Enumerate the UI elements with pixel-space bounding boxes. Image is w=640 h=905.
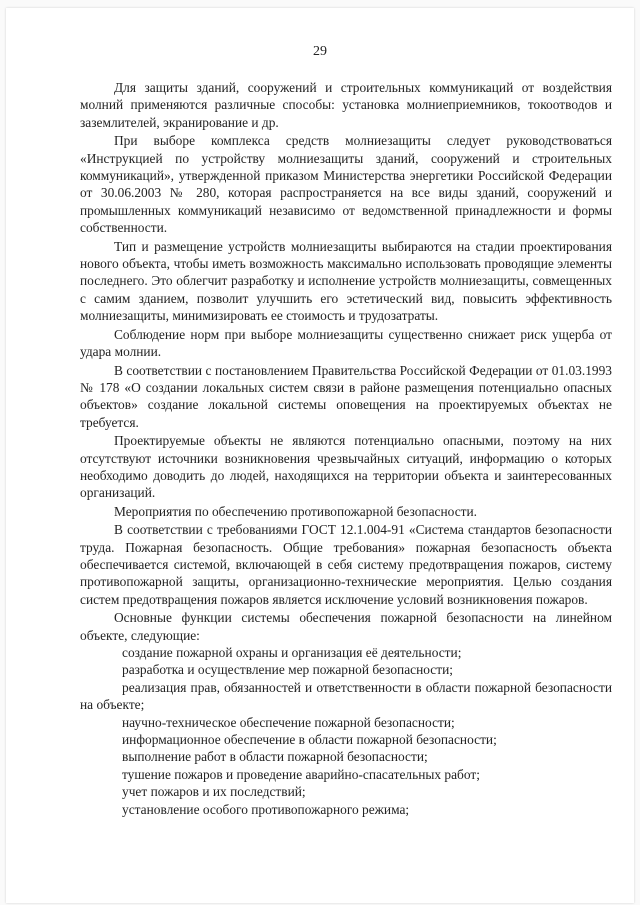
paragraph: При выборе комплекса средств молниезащиты следует руководствоваться «Инструкцией по устройству молниезащиты зданий, сооружений и строительных коммуникаций», утвержденной приказом Министерства энергетики Российской Федерации от 30.06.2003 № 280, которая распространяется на все виды зданий, сооружений и промышленных коммуникаций независимо от ведомственной принадлежности и формы собственности. (80, 133, 612, 236)
paragraph: Для защиты зданий, сооружений и строительных коммуникаций от воздействия молний применяются различные способы: установка молниеприемников, токоотводов и заземлителей, экранирование и др. (80, 80, 612, 130)
page-body (80, 79, 612, 818)
paragraph: В соответствии с требованиями ГОСТ 12.1.004-91 «Система стандартов безопасности труда. Пожарная безопасность. Общие требования» пожарная безопасность объекта обеспечивается системой, включающей в себя систему предотвращения пожаров, систему противопожарной защиты, организационно-технические мероприятия. Целью создания систем предотвращения пожаров является исключение условий возникновения пожаров. (80, 522, 612, 607)
list-item: разработка и осуществление мер пожарной безопасности; (122, 662, 453, 678)
list-item: выполнение работ в области пожарной безопасности; (122, 749, 428, 765)
list-item: установление особого противопожарного режима; (122, 801, 410, 817)
list-item: создание пожарной охраны и организация её деятельности; (122, 645, 462, 660)
list-item: научно-техническое обеспечение пожарной безопасности; (122, 714, 455, 730)
paragraph: В соответствии с постановлением Правительства Российской Федерации от 01.03.1993 № 178 «О создании локальных систем связи в районе размещения потенциально опасных объектов» создание локальной системы оповещения на проектируемых объектах не требуется. (80, 362, 612, 430)
page-number: 29 (313, 44, 327, 59)
paragraph: Тип и размещение устройств молниезащиты выбираются на стадии проектирования нового объекта, чтобы иметь возможность максимально использовать проводящие элементы последнего. Это облегчит разработку и исполнение устройств молниезащиты, совмещенных с самим зданием, позволит улучшить его эстетический вид, повысить эффективность молниезащиты, минимизировать ее стоимость и трудозатраты. (80, 238, 612, 324)
paragraph: Соблюдение норм при выборе молниезащиты существенно снижает риск ущерба от удара молнии. (80, 326, 612, 360)
paragraph: Основные функции системы обеспечения пожарной безопасности на линейном объекте, следующие: (80, 610, 612, 643)
list-item: реализация прав, обязанностей и ответственности в области пожарной безопасности на объекте; (80, 679, 612, 713)
list-item: тушение пожаров и проведение аварийно-спасательных работ; (122, 766, 480, 782)
list-item: информационное обеспечение в области пожарной безопасности; (122, 732, 497, 748)
section-heading: Мероприятия по обеспечению противопожарной безопасности. (114, 503, 477, 519)
list-item: учет пожаров и их последствий; (122, 784, 306, 800)
paragraph: Проектируемые объекты не являются потенциально опасными, поэтому на них отсутствуют источники возникновения чрезвычайных ситуаций, информацию о которых необходимо доводить до людей, находящихся на территории объекта и заинтересованных организаций. (80, 433, 612, 501)
